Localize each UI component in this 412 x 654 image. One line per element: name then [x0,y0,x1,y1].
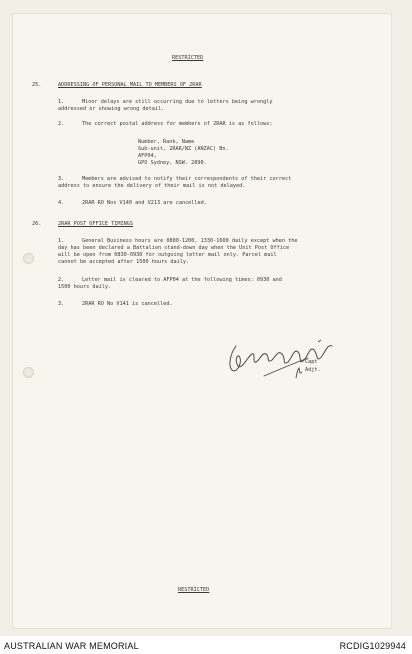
para-line: will be open from 0830-0930 for outgoing letter mail only. Parcel mail [58,252,277,258]
address-line: AFP04, [138,153,157,159]
signature-mark [222,336,340,384]
para-number: 4. [58,200,65,206]
para-line: 2RAR RO Nos V140 and V213 are cancelled. [82,200,207,206]
section-heading: 2RAR POST OFFICE TIMINGS [58,221,133,227]
header-classification: RESTRICTED [172,55,204,61]
initials-mark [294,366,304,380]
section-number: 26. [32,221,42,227]
para-line: The correct postal address for members of 2RAR is as follows: [82,121,273,127]
para-line: cannot be accepted after 1500 hours daily. [58,259,190,265]
address-line: Sub-unit, 2RAR/NZ (ANZAC) Bn. [138,146,229,152]
para-line: day has been declared a Battalion stand-down day when the Unit Post Office [58,245,290,251]
para-number: 1. [58,238,65,244]
para-line: Members are advised to notify their correspondents of their correct [82,176,292,182]
para-number: 1. [58,99,65,105]
para-number: 3. [58,301,65,307]
para-line: General Business hours are 0800-1200, 1330-1600 daily except when the [82,238,298,244]
address-line: Number, Rank, Name [138,139,195,145]
para-number: 2. [58,121,65,127]
para-line: Letter mail is cleared to AFP04 at the following times: 0930 and [82,277,282,283]
signature-rank: Capt [305,359,318,365]
para-number: 2. [58,277,65,283]
footer-classification: RESTRICTED [178,587,210,593]
section-number: 25. [32,82,42,88]
archive-footer [0,636,412,654]
signature-appointment: Adjt. [305,367,321,373]
para-line: 1500 hours daily. [58,284,112,290]
punch-hole [23,367,34,378]
address-line: GPO Sydney, NSW. 2890. [138,160,207,166]
para-line: addressed or showing wrong detail. [58,106,165,112]
punch-hole [23,253,34,264]
section-heading: ADDRESSING OF PERSONAL MAIL TO MEMBERS OF 2RAR [58,82,202,88]
para-number: 3. [58,176,65,182]
para-line: address to ensure the delivery of their mail is not delayed. [58,183,246,189]
archive-reference: RCDIG1029944 [339,641,406,651]
para-line: Minor delays are still occurring due to letters being wrongly [82,99,273,105]
para-line: 2RAR RO No V141 is cancelled. [82,301,173,307]
archive-institution: AUSTRALIAN WAR MEMORIAL [4,641,139,651]
